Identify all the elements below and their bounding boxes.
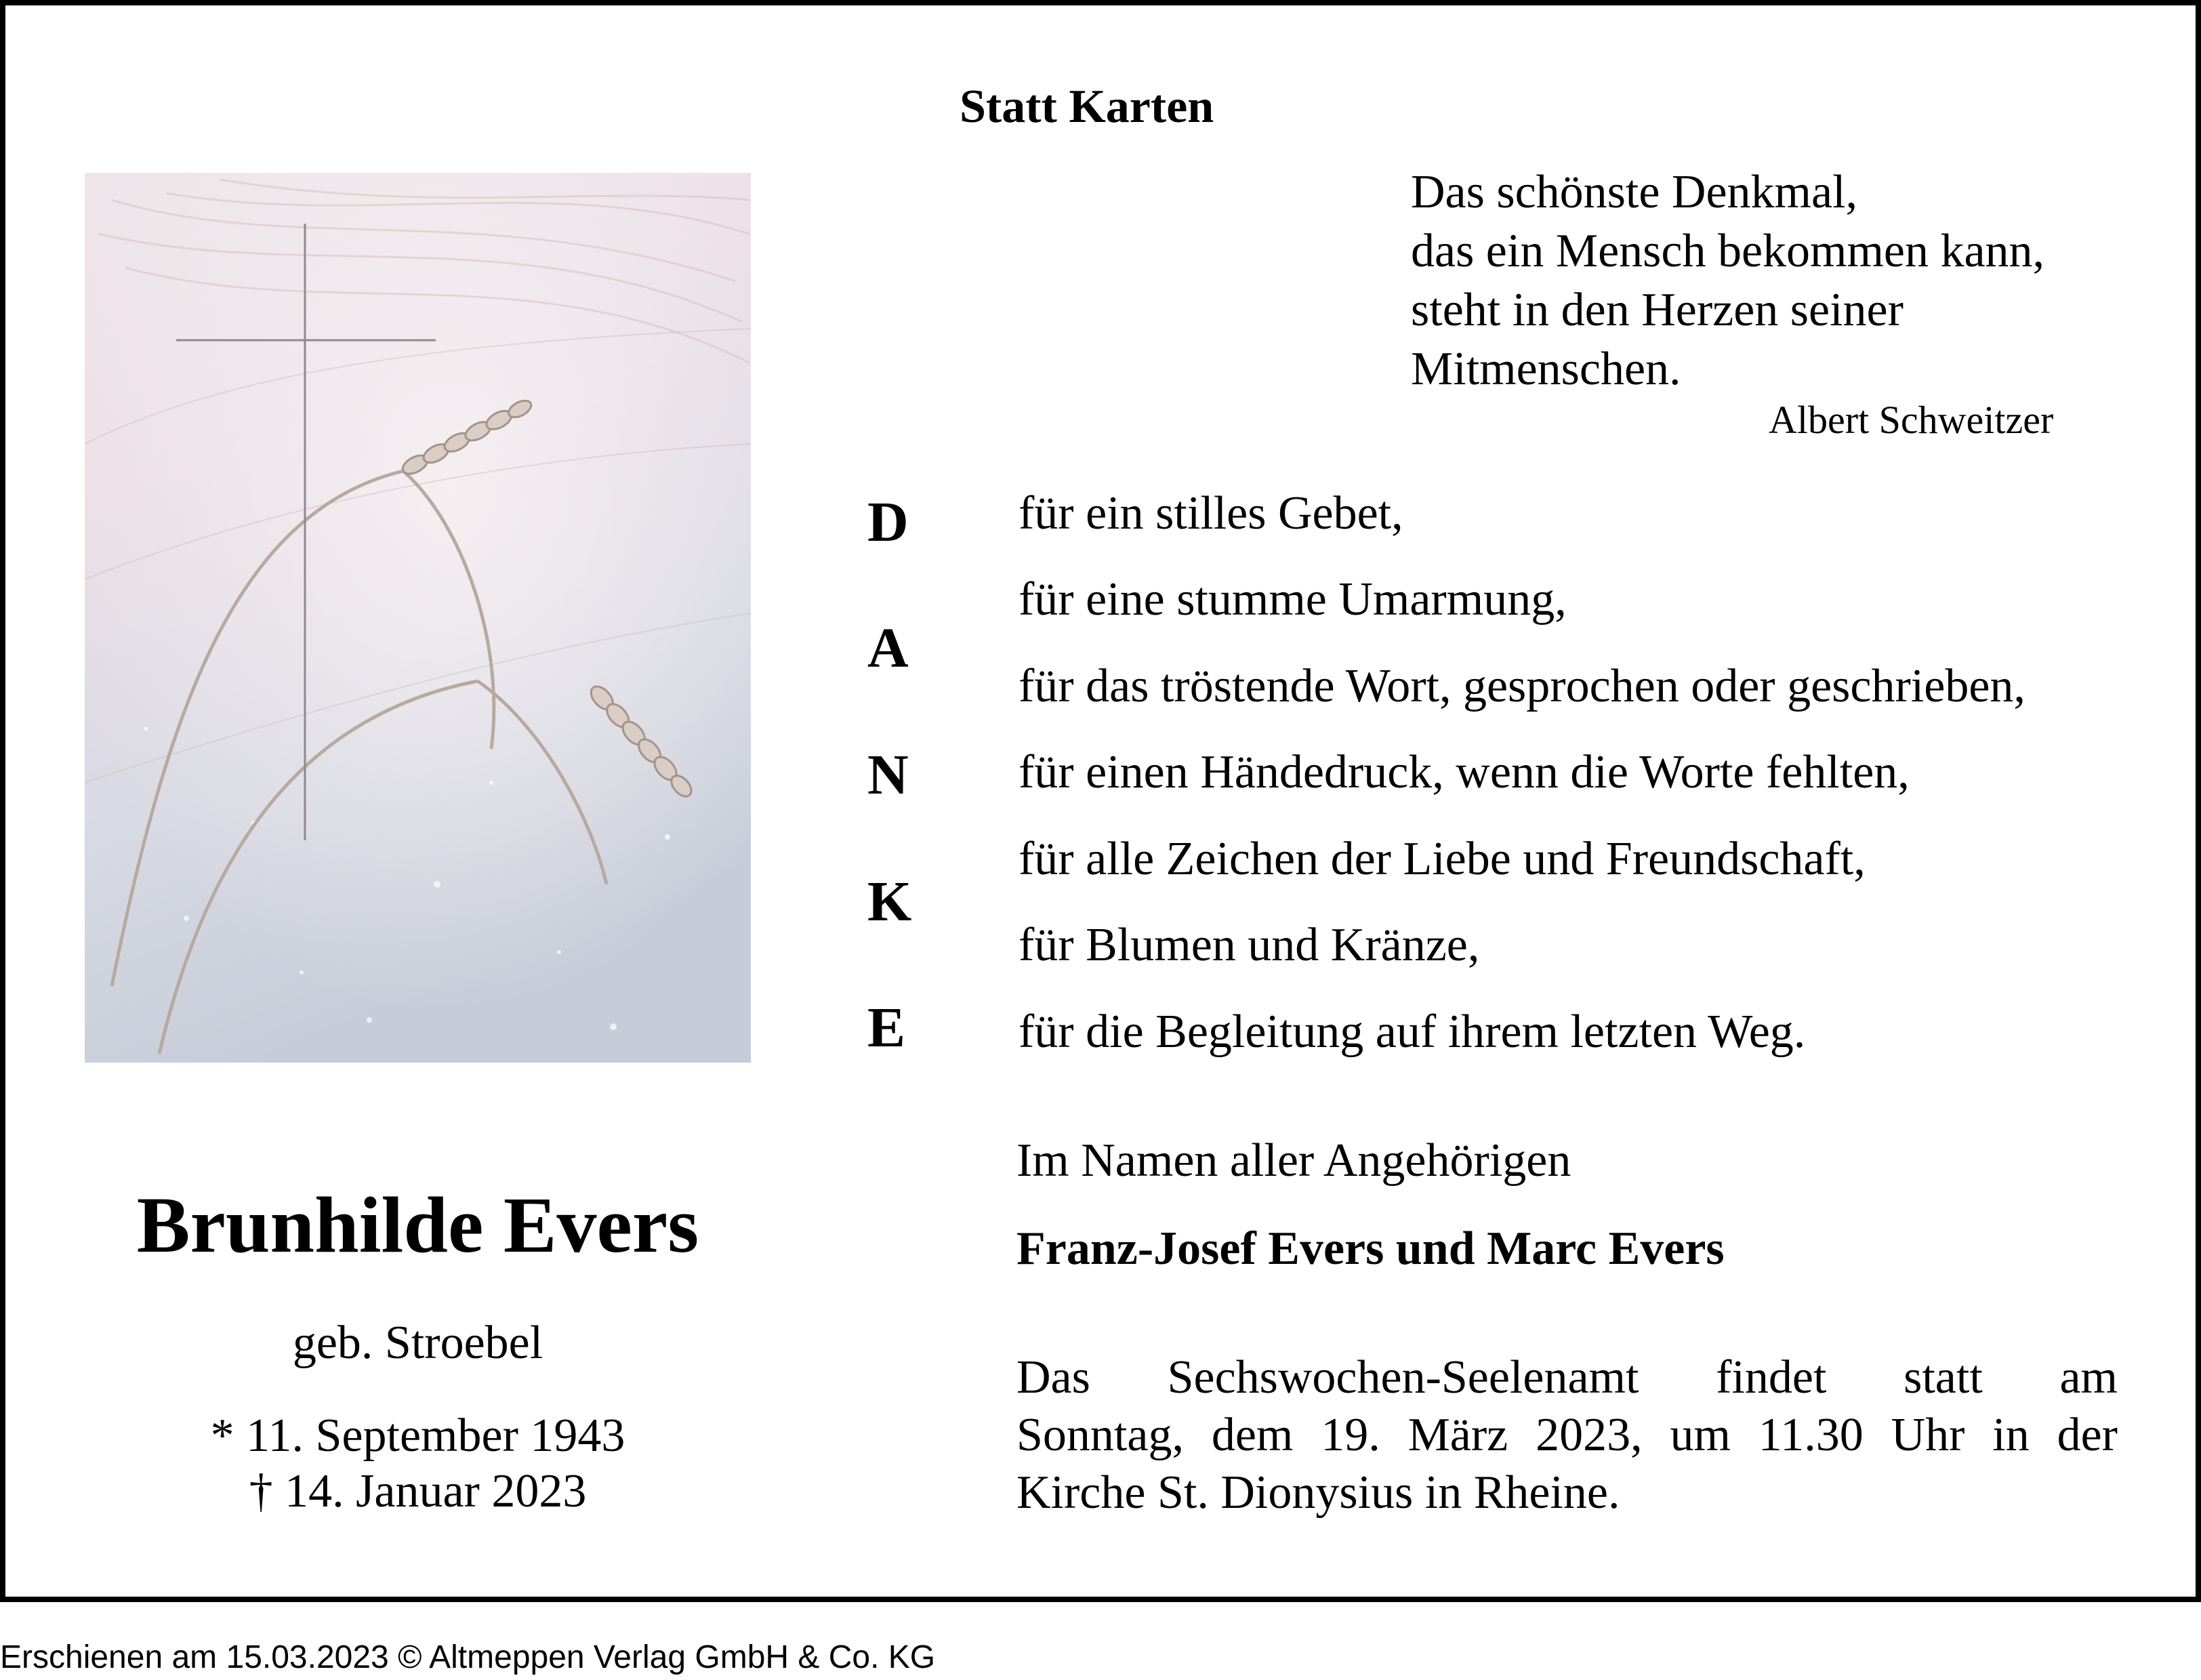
quote-line: das ein Mensch bekommen kann, (1411, 225, 2045, 277)
birth-date: * 11. September 1943 (210, 1410, 625, 1462)
quote-line: steht in den Herzen seiner (1411, 284, 1904, 336)
signoff-intro: Im Namen aller Angehörigen (1016, 1134, 1571, 1187)
quote-block (1411, 163, 2044, 398)
thanks-line: für Blumen und Kränze, (1019, 919, 1480, 971)
death-date: † 14. Januar 2023 (249, 1465, 587, 1517)
thanks-line: für alle Zeichen der Liebe und Freundschaft, (1019, 833, 1866, 885)
publication-footer: Erschienen am 15.03.2023 © Altmeppen Verlag GmbH & Co. KG (0, 1639, 936, 1675)
signers-names: Franz-Josef Evers und Marc Evers (1016, 1223, 1725, 1275)
danke-letter: N (867, 743, 909, 806)
quote-line: Mitmenschen. (1411, 343, 1681, 395)
thanks-line: für einen Händedruck, wenn die Worte fehlten, (1019, 746, 1910, 798)
quote-line: Das schönste Denkmal, (1411, 166, 1858, 218)
danke-letter: K (867, 870, 912, 933)
thanks-line: für ein stilles Gebet, (1019, 487, 1403, 539)
birth-name: geb. Stroebel (292, 1317, 543, 1369)
quote-author: Albert Schweitzer (1769, 398, 2054, 442)
announcement-line: Sonntag, dem 19. März 2023, um 11.30 Uhr in der (1016, 1409, 2118, 1461)
thanks-line: für das tröstende Wort, gesprochen oder geschrieben, (1019, 660, 2025, 712)
wheat-cross-picture (85, 173, 751, 1063)
thanks-line: für die Begleitung auf ihrem letzten Weg. (1019, 1006, 1806, 1058)
header-title: Statt Karten (960, 81, 1214, 133)
deceased-name: Brunhilde Evers (136, 1181, 699, 1269)
life-dates (0, 1408, 836, 1519)
danke-letter: D (867, 491, 909, 554)
danke-letter: E (867, 996, 906, 1059)
announcement-line: Kirche St. Dionysius in Rheine. (1016, 1467, 1620, 1519)
service-announcement (1016, 1349, 2118, 1521)
announcement-line: Das Sechswochen-Seelenamt findet statt am (1016, 1351, 2118, 1404)
danke-letter: A (867, 617, 909, 680)
thanks-line: für eine stumme Umarmung, (1019, 573, 1567, 626)
